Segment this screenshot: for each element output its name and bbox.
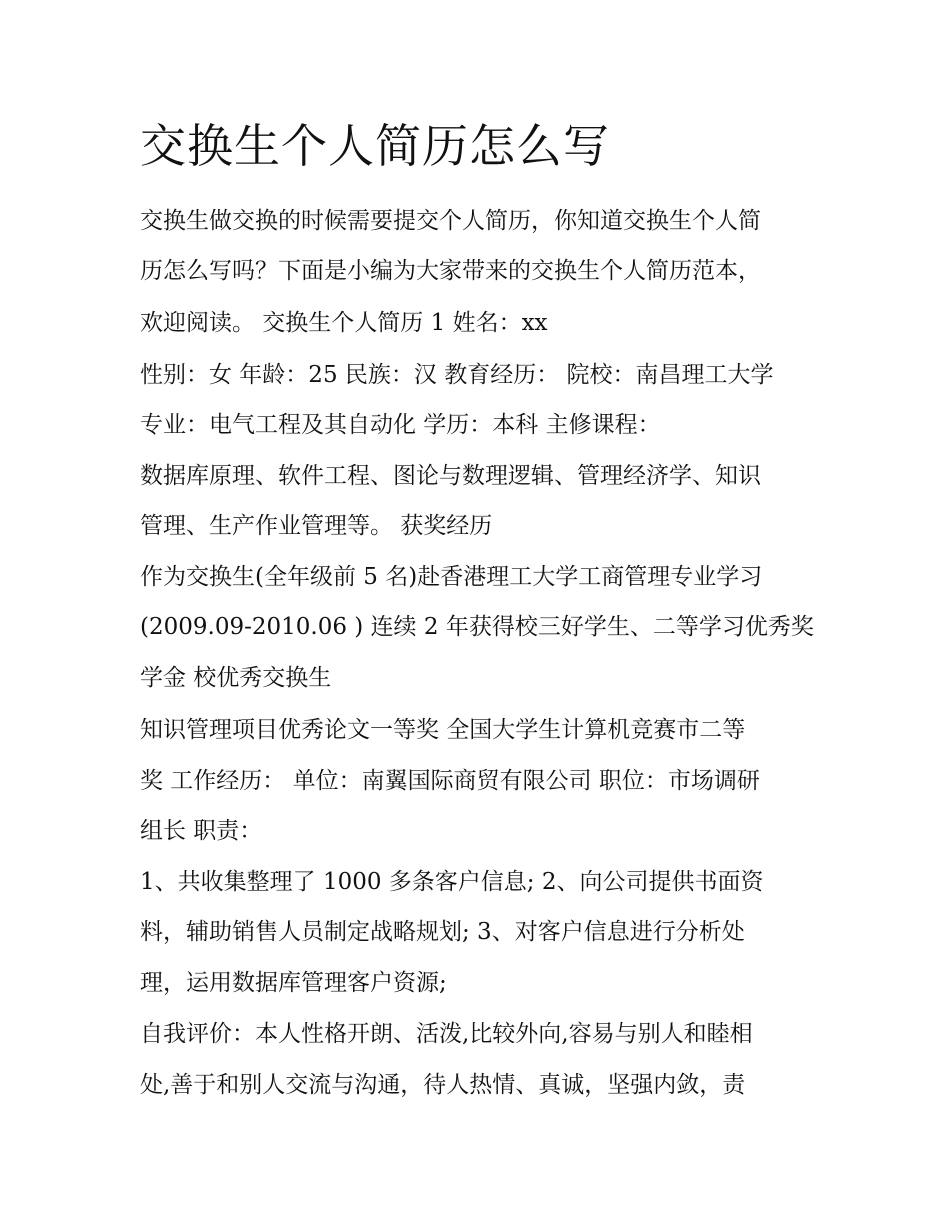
text-line: 处,善于和别人交流与沟通，待人热情、真诚，坚强内敛，责 xyxy=(140,1072,746,1098)
text-line: 知识管理项目优秀论文一等奖 全国大学生计算机竞赛市二等 xyxy=(140,717,746,743)
text-line: 欢迎阅读。 交换生个人简历 1 姓名：xx xyxy=(140,310,548,336)
text-line: 管理、生产作业管理等。 获奖经历 xyxy=(140,513,493,539)
text-line: 专业：电气工程及其自动化 学历：本科 主修课程： xyxy=(140,412,661,438)
text-line: 自我评价：本人性格开朗、活泼,比较外向,容易与别人和睦相 xyxy=(140,1021,753,1047)
text-line: 数据库原理、软件工程、图论与数理逻辑、管理经济学、知识 xyxy=(140,463,761,489)
text-line: (2009.09-2010.06 ) 连续 2 年获得校三好学生、二等学习优秀奖 xyxy=(140,614,814,640)
text-line: 奖 工作经历： 单位：南翼国际商贸有限公司 职位：市场调研 xyxy=(140,768,760,794)
text-line: 历怎么写吗？下面是小编为大家带来的交换生个人简历范本， xyxy=(140,258,761,284)
text-line: 交换生做交换的时候需要提交个人简历，你知道交换生个人简 xyxy=(140,208,761,234)
text-line: 作为交换生(全年级前 5 名)赴香港理工大学工商管理专业学习 xyxy=(140,564,763,590)
text-line: 组长 职责： xyxy=(140,818,263,844)
text-line: 料，辅助销售人员制定战略规划; 3、对客户信息进行分析处 xyxy=(140,919,745,945)
document-title: 交换生个人简历怎么写 xyxy=(140,119,610,173)
text-line: 理，运用数据库管理客户资源; xyxy=(140,970,447,996)
text-line: 1、共收集整理了 1000 多条客户信息; 2、向公司提供书面资 xyxy=(140,869,764,895)
text-line: 学金 校优秀交换生 xyxy=(140,665,332,691)
text-line: 性别：女 年龄：25 民族：汉 教育经历： 院校：南昌理工大学 xyxy=(140,362,774,388)
